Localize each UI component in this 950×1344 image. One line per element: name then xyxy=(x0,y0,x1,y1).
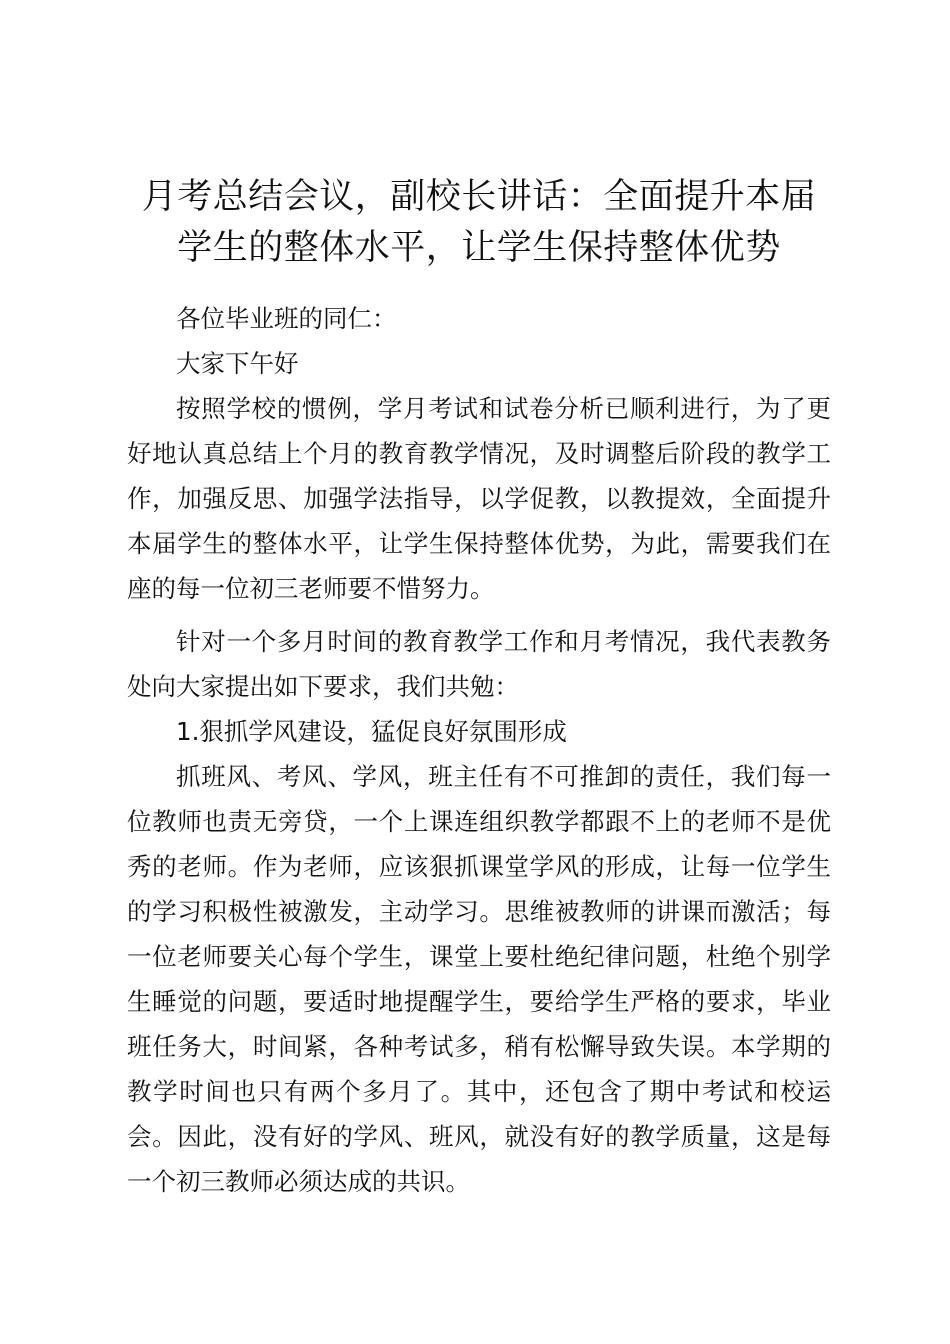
salutation: 各位毕业班的同仁： xyxy=(176,304,397,333)
document-page xyxy=(127,172,831,1204)
document-title: 月考总结会议，副校长讲话：全面提升本届学生的整体水平，让学生保持整体优势 xyxy=(141,177,817,268)
paragraph-intro: 按照学校的惯例，学月考试和试卷分析已顺利进行，为了更好地认真总结上个月的教育教学情况，及时调整后阶段的教学工作，加强反思、加强学法指导，以学促教，以教提效，全面提升本届学生的整体水平，让学生保持整体优势，为此，需要我们在座的每一位初三老师要不惜努力。 xyxy=(127,394,831,603)
greeting: 大家下午好 xyxy=(176,349,299,378)
paragraph-study-style: 抓班风、考风、学风，班主任有不可推卸的责任，我们每一位教师也责无旁贷，一个上课连组织教学都跟不上的老师不是优秀的老师。作为老师，应该狠抓课堂学风的形成，让每一位学生的学习积极性被激发，主动学习。思维被教师的讲课而激活；每一位老师要关心每个学生，课堂上要杜绝纪律问题，杜绝个别学生睡觉的问题，要适时地提醒学生，要给学生严格的要求，毕业班任务大，时间紧，各种考试多，稍有松懈导致失误。本学期的教学时间也只有两个多月了。其中，还包含了期中考试和校运会。因此，没有好的学风、班风，就没有好的教学质量，这是每一个初三教师必须达成的共识。 xyxy=(127,762,831,1196)
paragraph-requirements: 针对一个多月时间的教育教学工作和月考情况，我代表教务处向大家提出如下要求，我们共勉： xyxy=(127,627,831,701)
section-heading-1: 1.狠抓学风建设，猛促良好氛围形成 xyxy=(176,717,567,746)
